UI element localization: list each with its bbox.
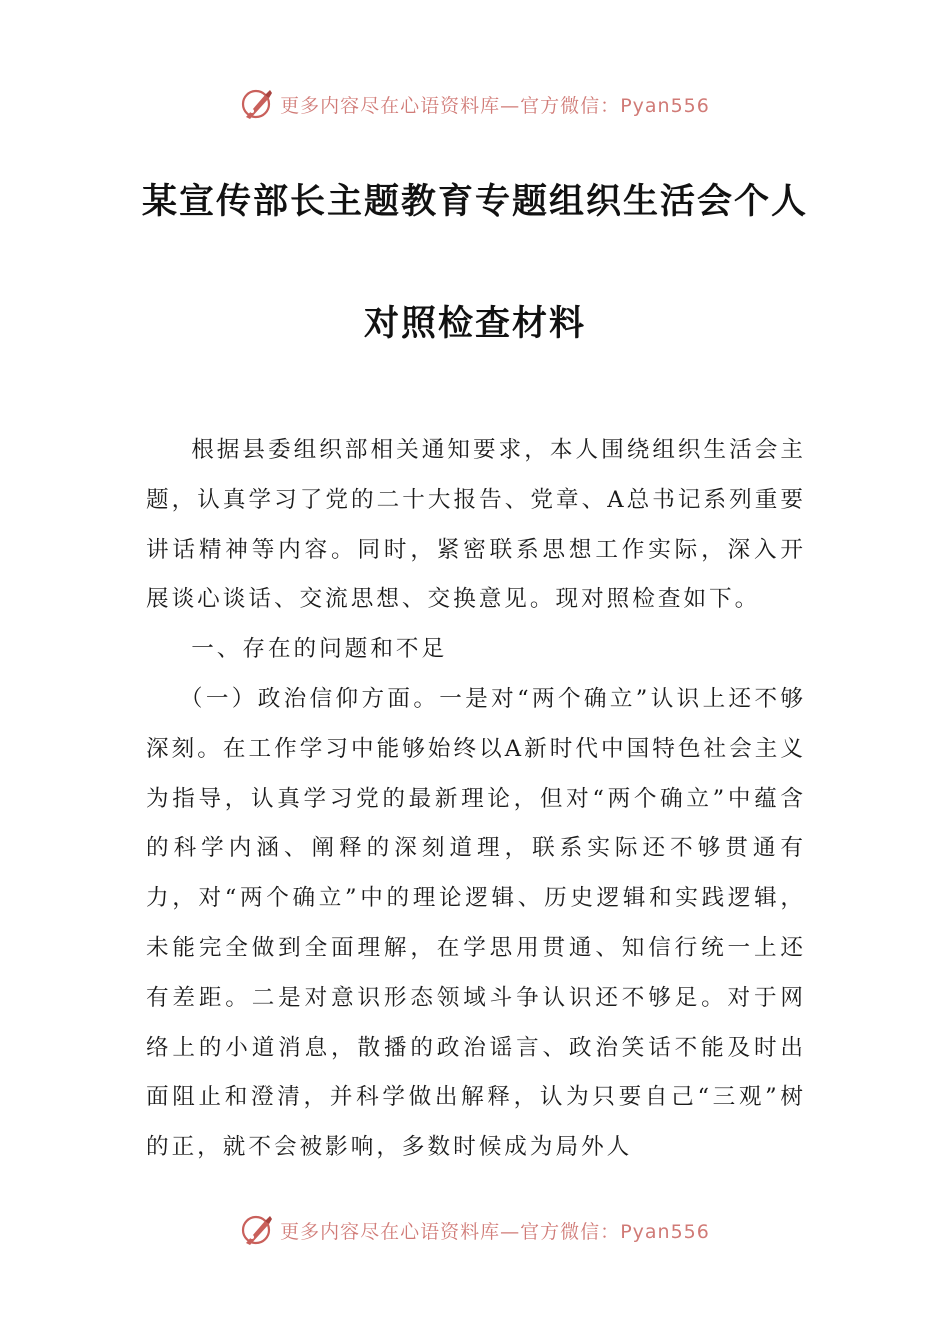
paragraph-item-1: （一）政治信仰方面。一是对“两个确立”认识上还不够深刻。在工作学习中能够始终以A新时代中国特色社会主义为指导，认真学习党的最新理论，但对“两个确立”中蕴含的科学内涵、阐释的深刻道理，联系实际还不够贯通有力，对“两个确立”中的理论逻辑、历史逻辑和实践逻辑，未能完全做到全面理解，在学思用贯通、知信行统一上还有差距。二是对意识形态领域斗争认识还不够足。对于网络上的小道消息，散播的政治谣言、政治笑话不能及时出面阻止和澄清，并科学做出解释，认为只要自己“三观”树的正，就不会被影响，多数时候成为局外人 (146, 685, 806, 1161)
pen-logo-icon (240, 87, 274, 121)
document-body (146, 426, 806, 1173)
pen-logo-icon (240, 1213, 274, 1247)
watermark-text: 更多内容尽在心语资料库—官方微信：Pyan556 (280, 94, 710, 117)
watermark-footer (0, 1210, 950, 1250)
paragraph-intro: 根据县委组织部相关通知要求，本人围绕组织生活会主题，认真学习了党的二十大报告、党章、A总书记系列重要讲话精神等内容。同时，紧密联系思想工作实际，深入开展谈心谈话、交流思想、交换意见。现对照检查如下。 (146, 437, 806, 613)
document-title-line-1: 某宣传部长主题教育专题组织生活会个人 (141, 182, 808, 222)
section-heading: 一、存在的问题和不足 (191, 636, 448, 663)
watermark-text: 更多内容尽在心语资料库—官方微信：Pyan556 (280, 1220, 710, 1243)
document-title-line-2: 对照检查材料 (363, 304, 586, 344)
watermark-header (0, 84, 950, 124)
